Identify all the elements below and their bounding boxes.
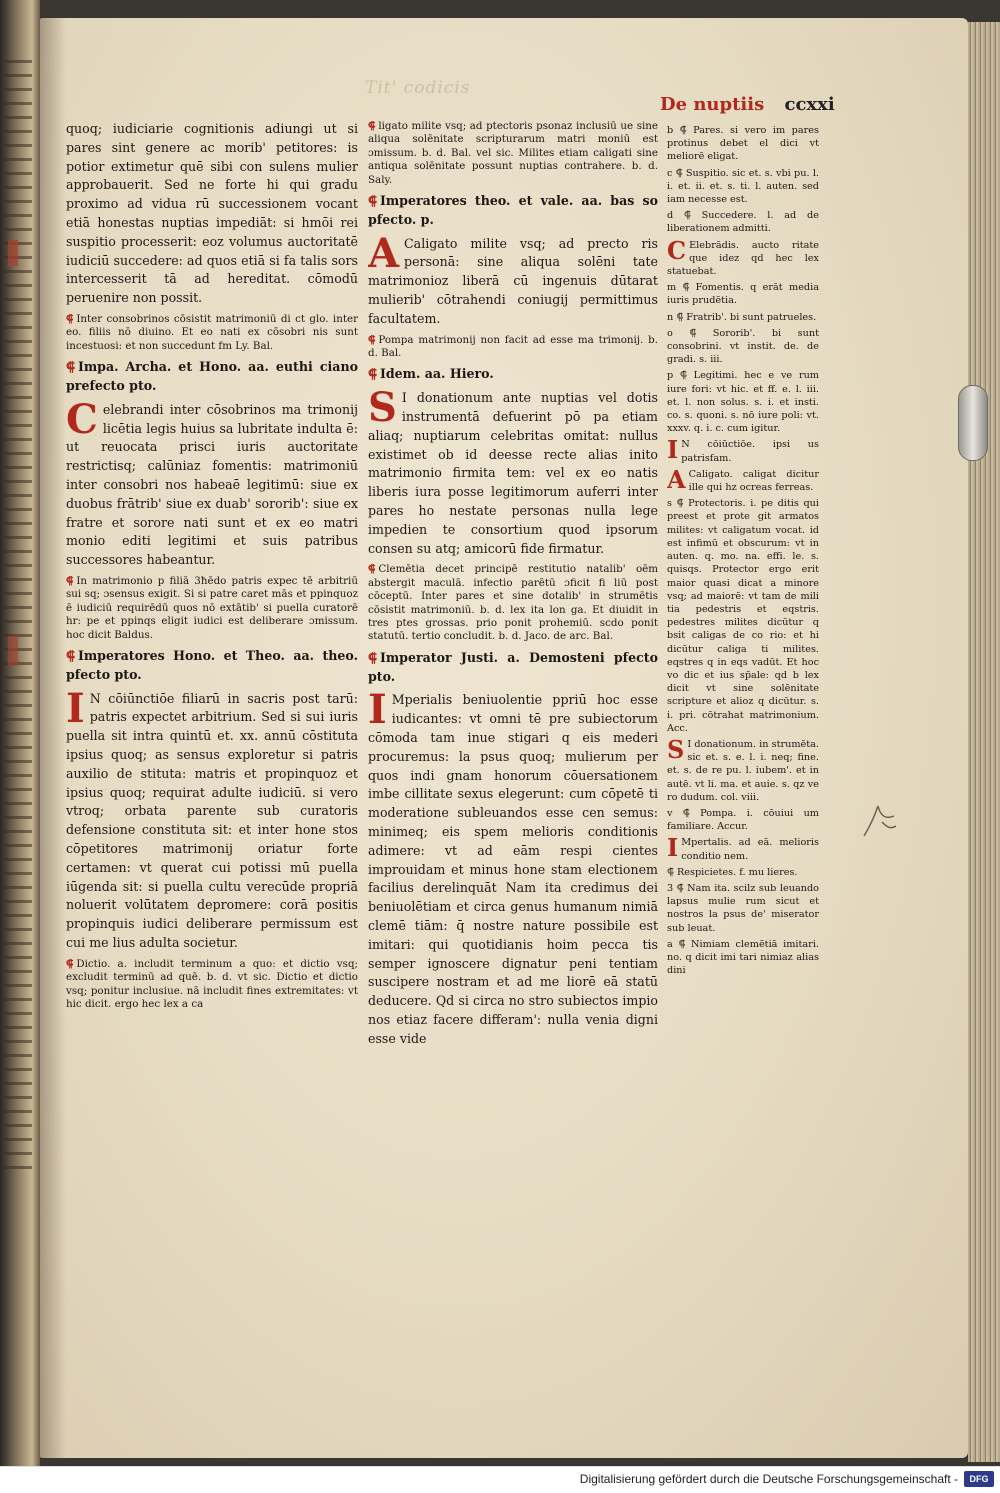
paragraph-text: 3 ⸿ Nam ita. scilz sub leuando lapsus mulie rum sicut et nostros la psus de' miserator sub leuat. — [667, 882, 819, 934]
running-head-title: De nuptiis — [660, 94, 765, 115]
paragraph-text: Mpertalis. ad eā. melioris conditio nem. — [681, 837, 819, 862]
heading-text: Impa. Archa. et Hono. aa. euthi ciano prefecto pto. — [66, 359, 358, 393]
paragraph-text: Mperialis beniuolentie ppriū hoc esse iudicantes: vt omni tē pre subiectorum cōmoda tam inue stigari q eis mederi procuremus: la psus quoq; mulierum per quos indi gnam honorum cōuersationem imbe cillitate sexus elegerunt: cum cōpetē ti moderatione subleuandos esse cen semus: minimeq; eis spem melioris conditionis adimere: vt ad eām respi cientes improuidam et minus hone stam electionem facilius derelinquāt Nam ita credimus dei beniuolētiam et circa genus humanum nimiā clemē tiām: q̄ nostre nature possibile est imitari: qui quotidianis hoim pecca tis semper ignoscere dignatur peni tentiam suscipere nostram et ad me liorē eā statū deducere. Qd si circa no stro subiectos impio nos etiaz facere differam': nulla venia digni esse vide — [368, 692, 658, 1046]
page-gutter-shadow — [40, 18, 66, 1458]
gloss-paragraph — [667, 833, 819, 863]
paragraph-text: b ⸿ Pares. si vero im pares protinus debet el dici vt meliorē eligat. — [667, 125, 819, 163]
gloss-paragraph — [66, 958, 358, 1012]
paragraph-text: p ⸿ Legitimi. hec e ve rum iure fori: vt hic. et ff. e. l. iii. et. l. non solus. s. i. et insti. co. s. quoni. s. nō iure poli: vt. xxxv. q. i. c. cum igitur. — [667, 370, 819, 435]
gloss-paragraph — [368, 334, 658, 361]
heading-text: Imperator Justi. a. Demosteni pfecto pto. — [368, 649, 658, 684]
initial-letter: A — [667, 464, 686, 494]
paragraph-text: elebrandi inter cōsobrinos ma trimonij licētia legis huius sa lubritate indulta ē: ut reuocata prisci iuris auctoritate restrictisq; calūniaz fomentis: matrimoniū inter consobri nos habeaē legitimū: siue ex duobus frātrib' siue ex duab' sororib': siue ex fratre et sorore nati sunt et ex eo matri monio editi legitimi et suis patribus successores habeantur. — [66, 401, 358, 568]
gloss-paragraph — [667, 209, 819, 235]
gloss-paragraph — [66, 120, 358, 308]
gloss-paragraph — [667, 327, 819, 367]
paragraph-text: quoq; iudiciarie cognitionis adiungi ut si pares sint genere ac morib' petitores: is potior extimetur quē sibi con sulens mulier approbauerit. Sed ne forte hi qui gradu proximo ad vidua rū successionem vocant etiā honestas nuptias impediāt: si hmōi rei suspitio processerit: eoz volumus auctoritatē iudiciū succedere: ad quos etiā si fa talis sors intercesserit tā ad hereditat. cōmodū peruenire non possit. — [66, 121, 358, 306]
gloss-paragraph — [368, 120, 658, 187]
section-heading — [368, 649, 658, 687]
pilcrow-icon: ⸿ — [66, 647, 75, 663]
paragraph-text: d ⸿ Succedere. l. ad de liberationem admitti. — [667, 210, 819, 235]
gloss-paragraph — [667, 167, 819, 207]
paragraph-text: o ⸿ Sororib'. bi sunt consobrini. vt instit. de. de gradi. s. iii. — [667, 327, 819, 366]
section-heading — [368, 192, 658, 230]
heading-text: Imperatores theo. et vale. aa. bas so pfecto. p. — [368, 193, 658, 227]
facing-page-text-lines — [4, 60, 32, 1180]
paragraph-text: c ⸿ Suspitio. sic et. s. vbi pu. l. i. et. ii. et. s. ti. l. auten. sed iam necesse est. — [667, 167, 819, 206]
pilcrow-icon: ⸿ — [66, 359, 75, 375]
gloss-paragraph — [667, 235, 819, 279]
paragraph-text: a ⸿ Nimiam clemētiā imitari. no. q dicit imi tari nimiaz alias dini — [667, 938, 819, 977]
paragraph-text: n ⸿ Fratrib'. bi sunt patrueles. — [667, 311, 817, 323]
law-paragraph — [66, 395, 358, 570]
heading-text: Idem. aa. Hiero. — [379, 366, 494, 382]
pilcrow-icon: ⸿ — [368, 333, 376, 346]
pilcrow-icon: ⸿ — [368, 193, 377, 209]
text-column-left — [66, 120, 358, 1195]
gloss-paragraph — [667, 734, 819, 804]
paragraph-text: N cōiūnctiōe filiarū in sacris post tarū: patris expectet arbitrium. Sed si sui iuris puella sit intra quintū et. xx. annū cōstituta ipsius quoq; as sensus exploretur si patris auxilio de stituta: matris et propinquoz et ipsius quoq; requirat adulte iudiciū. si vero vtroq; orbata parente sub curatoris defensione constituta sit: et inter hone stos cōpetitores matrimonij oriatur forte certamen: vt querat cui potissi mū puella iūgenda sit: si puella cultu verecūde propriā noluerit volūtatem depromere: corā positis propinquis iudici deliberare permissum est cui me lius adulta societur. — [66, 690, 358, 950]
gloss-paragraph — [667, 281, 819, 307]
pilcrow-icon: ⸿ — [368, 366, 377, 382]
gloss-paragraph — [667, 369, 819, 435]
margin-scribble — [860, 796, 900, 842]
folio-number: ccxxi — [784, 94, 835, 115]
gloss-paragraph — [667, 124, 819, 164]
page-clip — [958, 385, 988, 461]
initial-letter: I — [368, 686, 387, 734]
gloss-paragraph — [368, 563, 658, 643]
paragraph-text: I donationum ante nuptias vel dotis instrumentā defuerint pō pa etiam aliaq; nuptiarum celebritas omitat: nullus existimet ob id deesse recte alias inito matrimonio firmita tem: vel ex eo natis liberis iura posse legitimorum auferri inter pares ho nestate personas nulla lege impedien te consortium quod ipsorum consen su atq; amicorū fide firmatur. — [368, 390, 658, 556]
gloss-text: Pompa matrimonij non facit ad esse ma trimonij. b. d. Bal. — [368, 333, 658, 360]
initial-letter: S — [368, 384, 397, 432]
text-column-middle — [368, 120, 658, 1195]
law-paragraph — [66, 684, 358, 953]
initial-letter: C — [667, 235, 687, 265]
initial-letter: I — [667, 833, 679, 863]
facing-page-rubric-mark — [8, 636, 18, 666]
initial-letter: C — [66, 395, 98, 443]
section-heading — [66, 647, 358, 685]
gloss-paragraph — [66, 575, 358, 642]
gloss-paragraph — [667, 882, 819, 935]
funding-notice: Digitalisierung gefördert durch die Deutsche Forschungsgemeinschaft - — [579, 1472, 958, 1486]
initial-letter: S — [667, 734, 685, 764]
facing-page-rubric-mark — [8, 240, 18, 266]
paragraph-text: v ⸿ Pompa. i. cōuiui um familiare. Accur. — [667, 807, 819, 833]
paragraph-text: N cōiūctiōe. ipsi us patrisfam. — [681, 439, 819, 464]
heading-text: Imperatores Hono. et Theo. aa. theo. pfecto pto. — [66, 647, 358, 682]
law-paragraph — [368, 229, 658, 329]
paragraph-text: Caligato. caligat dicitur ille qui hz ocreas ferreas. — [688, 468, 819, 494]
paragraph-text: Caligato milite vsq; ad precto ris personā: sine aliqua solēni tate matrimonioz liberā cū ingenuis dūtarat mulierib' cōtrahendi coniugij permittimus facultatem. — [368, 235, 658, 326]
paragraph-text: I donationum. in strumēta. sic et. s. e. l. i. neq; fine. et. s. de re pu. l. iubem'. et in autē. vt li. ma. et auie. s. qz ve ro dudum. col. viii. — [667, 738, 819, 803]
paragraph-text: Elebrādis. aucto ritate que idez qd hec lex statuebat. — [667, 239, 819, 278]
gloss-paragraph — [66, 313, 358, 353]
gloss-paragraph — [667, 435, 819, 465]
running-head — [660, 94, 835, 115]
pilcrow-icon: ⸿ — [66, 312, 74, 325]
paragraph-text: m ⸿ Fomentis. q erāt media iuris prudētia. — [667, 282, 819, 307]
gloss-text: In matrimonio p filiā 3ħēdo patris expec tē arbitriū sui sq; ɔsensus exigit. Si si patre caret mās et ppinquoz ē iudiciū requirēdū quos nō extātib' si puella curatorē hr: pe et ppinqs eligit iudici est deliberare ɔmissum. hoc dicit Baldus. — [66, 574, 358, 641]
facing-page-edge — [0, 0, 40, 1466]
dfg-logo: DFG — [964, 1471, 994, 1487]
pilcrow-icon: ⸿ — [368, 649, 377, 665]
section-heading — [368, 365, 658, 384]
gloss-text: Clemētia decet principē restitutio natalib' oēm abstergit maculā. infectio parētū ɔficit fi liū post cōceptū. Inter pares et sine dotalib' in strumētis cōsistit matrimoniū. b. d. lex ita lon ga. Et diuidit in tres ptes grossas. prio ponit prohemiū. scdo ponit statutū. tertio concludit. b. d. Jaco. de arc. Bal. — [368, 563, 658, 643]
gloss-text: ligato milite vsq; ad ptectoris psonaz inclusiū ue sine aliqua solēnitate scripturarum matri moniū est ɔmissum. b. d. Bal. vel sic. Milites etiam caligati sine antiqua solēnitate possunt nuptias contrahere. b. d. Saly. — [368, 120, 658, 186]
gloss-paragraph — [667, 464, 819, 494]
pilcrow-icon: ⸿ — [66, 574, 74, 587]
gloss-paragraph — [667, 497, 819, 735]
law-paragraph — [368, 384, 658, 558]
initial-letter: I — [66, 684, 85, 732]
initial-letter: I — [667, 435, 679, 465]
pilcrow-icon: ⸿ — [66, 957, 74, 970]
book-fore-edge — [968, 22, 1000, 1462]
initial-letter: A — [368, 229, 400, 277]
paragraph-text: ⸿ Respicietes. f. mu lieres. — [667, 866, 798, 878]
gloss-text: Dictio. a. includit terminum a quo: et dictio vsq; excludit terminū ad quē. b. d. vt sic. Dictio et dictio vsq; ponitur inclusiue. nā includit fines extremitates: vt hic dicit. ergo hec lex a ca — [66, 957, 358, 1010]
paragraph-text: s ⸿ Protectoris. i. pe ditis qui preest et prote git armatos milites: vt caligatum vocat. id est infimū et obscurum: vt in auten. q. mo. na. effi. le. s. quisqs. Protector ergo erit maior quasi dicat a minore vsq; ad maiorē: vt tam de mili tia pedestris et eqstris. pedestres milites dicūtur q bsit caligas de co rio: et hi dicūtur caliga ti milites. eqstres q in eqs vadūt. Et hoc vo dic et ius sp̄ale: qd b lex dicit vt sine solēnitate scripture et alioz q dicūtur. s. i. pri. cōtrahat matrimonium. Acc. — [667, 498, 819, 734]
gloss-paragraph — [667, 807, 819, 833]
pilcrow-icon: ⸿ — [368, 120, 376, 132]
section-heading — [66, 358, 358, 396]
gloss-paragraph — [667, 311, 819, 324]
gloss-paragraph — [667, 938, 819, 978]
pilcrow-icon: ⸿ — [368, 563, 376, 576]
gloss-paragraph — [667, 866, 819, 879]
footer-bar — [0, 1466, 1000, 1493]
law-paragraph — [368, 686, 658, 1048]
show-through-text: Tit' codicis — [365, 78, 471, 98]
gloss-column-right — [667, 124, 819, 1184]
gloss-text: Inter consobrinos cōsistit matrimoniū di ct glo. inter eo. filiis nō diuino. Et eo nati ex cōsobri nis sunt incestuosi: et non succedunt fm Ly. Bal. — [66, 312, 358, 352]
